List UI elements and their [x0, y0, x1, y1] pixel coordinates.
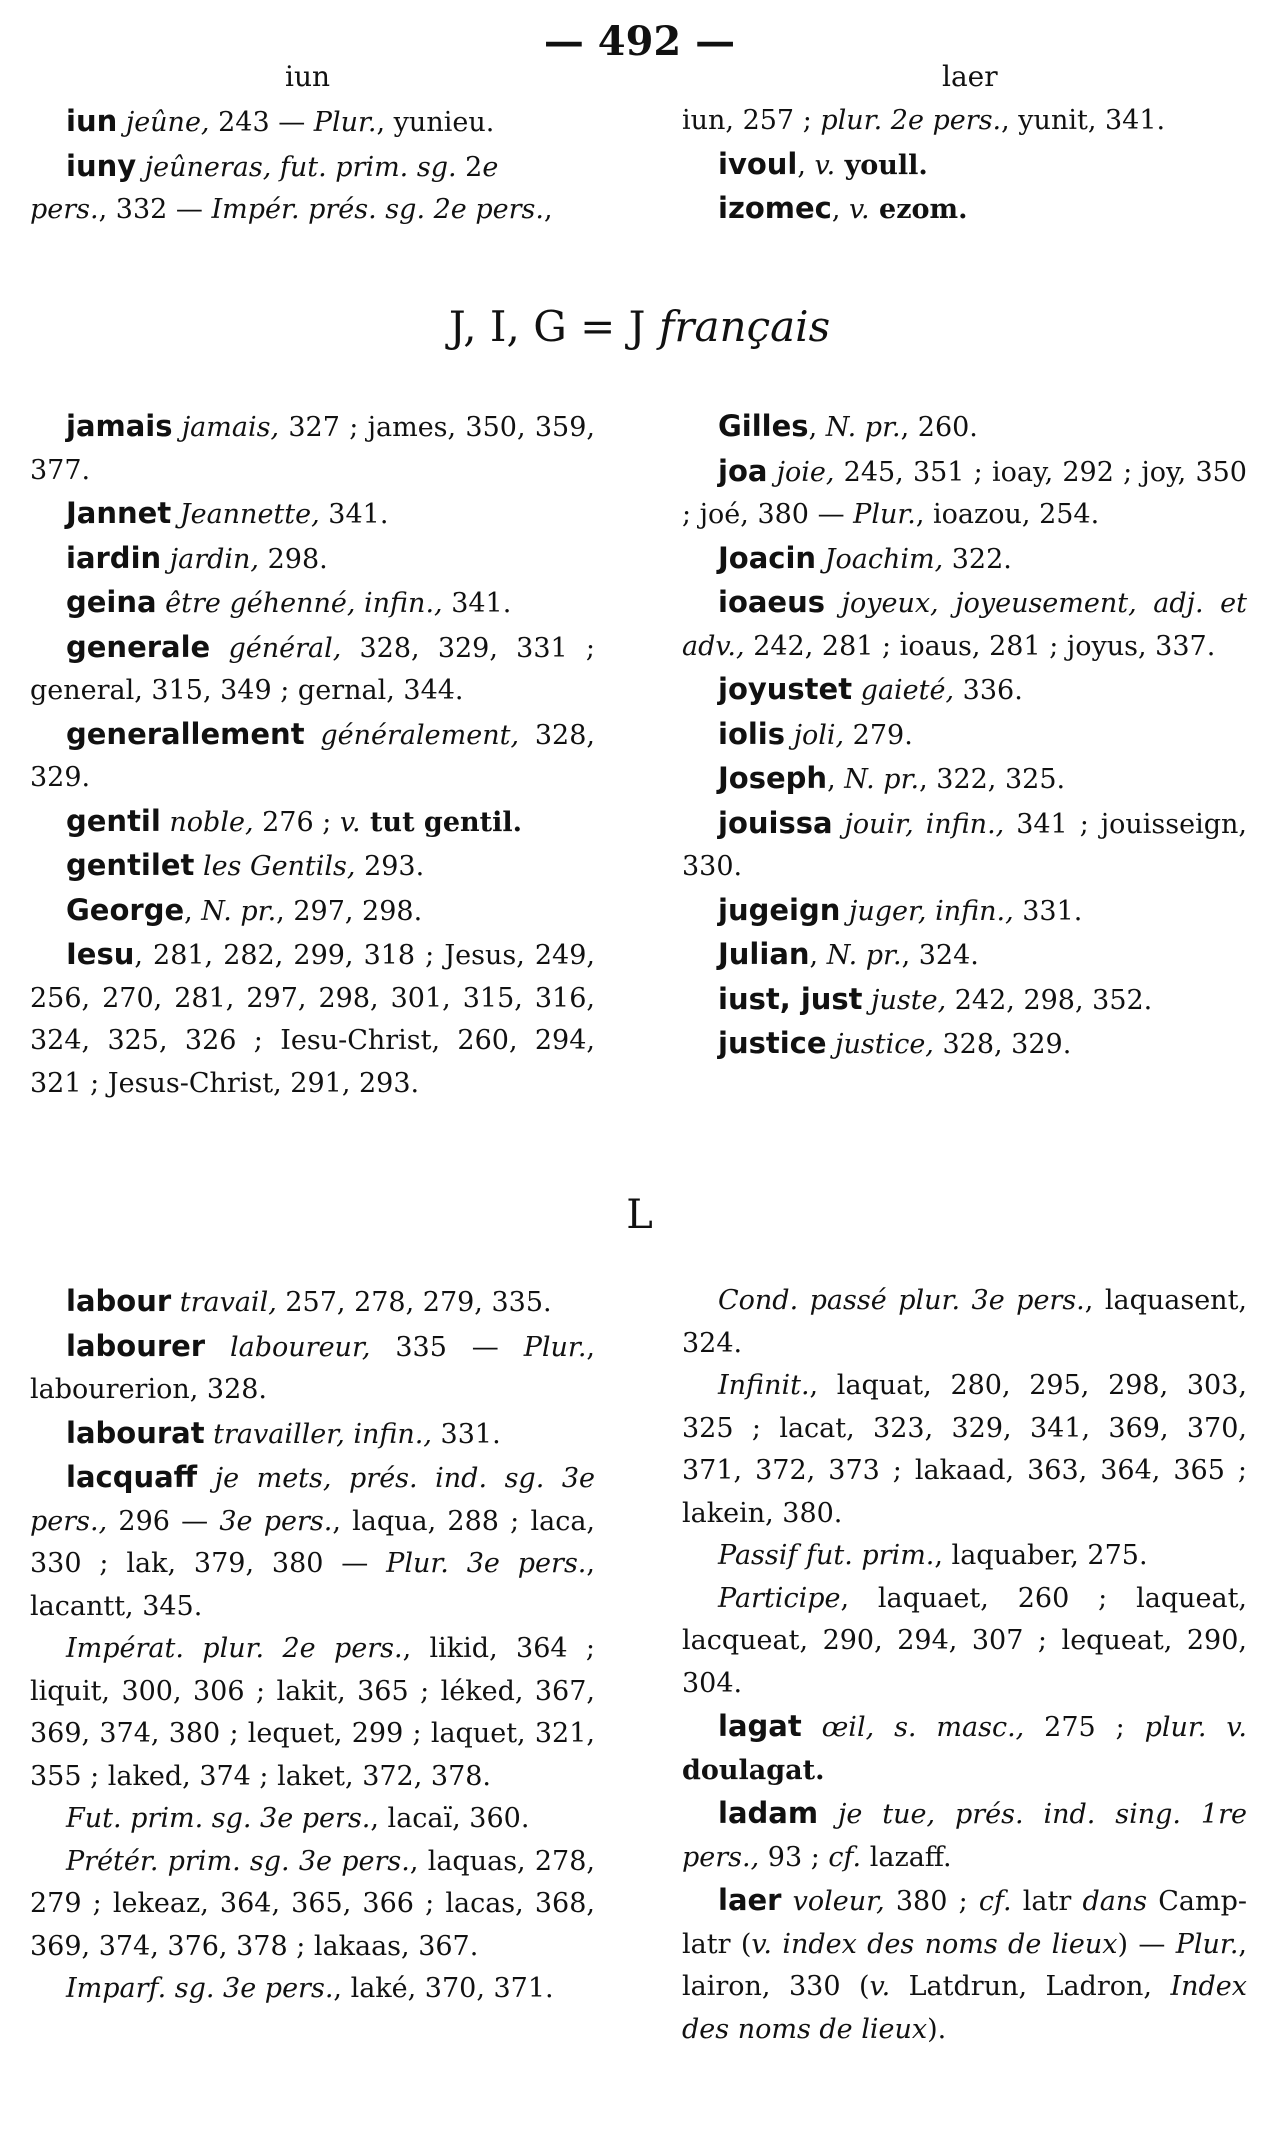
- running-head-left: iun: [285, 60, 331, 93]
- entry-headword: ivoul: [718, 146, 798, 181]
- entry-text: 331.: [1022, 895, 1083, 927]
- running-head-right: laer: [942, 60, 998, 93]
- entry-text: Passif fut. prim.: [718, 1540, 935, 1571]
- entry-text: 380 ;: [895, 1886, 979, 1917]
- entry-text: 243 —: [218, 107, 314, 138]
- entry-text: juste,: [862, 984, 955, 1016]
- entry-text: Index des noms de lieux: [682, 1971, 1247, 2045]
- entry-text: 341 ; jouisseign, 330.: [682, 808, 1247, 882]
- entry-text: joie,: [767, 456, 844, 488]
- entry-text: , likid, 364 ; liquit, 300, 306 ; lakit, 365 ; léked, 367, 369, 374, 380 ; lequet, 299 ; laquet, 321, 355 ; laked, 374 ; laket, 372, 378.: [30, 1633, 595, 1792]
- index-entry: [30, 800, 595, 845]
- entry-text: Joachim,: [816, 543, 952, 575]
- entry-text: ,: [831, 194, 849, 225]
- entry-text: ) —: [1117, 1928, 1176, 1960]
- entry-text: travailler, infin.,: [204, 1418, 441, 1450]
- entry-headword: labourat: [66, 1415, 205, 1450]
- entry-text: , labourerion, 328.: [30, 1331, 595, 1405]
- top-right-column: [682, 100, 1247, 232]
- index-entry: [682, 1365, 1247, 1535]
- entry-text: je tue, prés. ind. sing. 1re pers.,: [682, 1799, 1247, 1873]
- entry-headword: Joseph: [718, 761, 828, 795]
- index-entry: [30, 492, 595, 537]
- j-right-column: [682, 405, 1247, 1067]
- entry-text: joli,: [785, 719, 853, 751]
- index-entry: [682, 802, 1247, 889]
- entry-text: pers.: [30, 194, 99, 225]
- entry-text: Imparf. sg. 3e pers.: [66, 1973, 334, 2004]
- entry-text: N. pr.: [825, 412, 901, 443]
- index-entry: [30, 1280, 595, 1325]
- index-entry: [682, 1705, 1247, 1792]
- index-entry: [682, 978, 1247, 1023]
- entry-headword: justice: [718, 1026, 827, 1060]
- index-entry: [682, 1792, 1247, 1879]
- entry-text: 331.: [440, 1418, 501, 1450]
- entry-text: N. pr.: [201, 895, 277, 927]
- entry-text: , 281, 282, 299, 318 ; Jesus, 249, 256, 270, 281, 297, 298, 301, 315, 316, 324, 325, 326 ; Iesu-Christ, 260, 294, 321 ; Jesus-Christ, 291, 293.: [30, 940, 595, 1099]
- entry-text: Plur. 3e pers.: [386, 1548, 587, 1579]
- entry-headword: laer: [718, 1883, 782, 1917]
- entry-text: tut gentil.: [360, 806, 523, 838]
- entry-text: ,: [543, 194, 553, 225]
- entry-text: 336.: [962, 675, 1023, 706]
- entry-headword: geina: [66, 585, 157, 619]
- index-entry: [682, 668, 1247, 713]
- entry-text: Plur.: [313, 107, 377, 138]
- index-entry: [682, 1280, 1247, 1365]
- entry-text: 293.: [364, 851, 425, 882]
- entry-text: 279.: [852, 719, 913, 751]
- entry-text: 296 —: [118, 1505, 220, 1537]
- entry-text: Prétér. prim. sg. 3e pers.: [66, 1845, 410, 1877]
- entry-text: ,: [808, 412, 826, 443]
- index-entry: [30, 889, 595, 934]
- entry-text: Camp-latr (: [682, 1886, 1248, 1960]
- entry-text: v.: [849, 194, 870, 225]
- entry-headword: joyustet: [718, 672, 853, 706]
- entry-text: je mets, prés. ind. sg. 3e pers.,: [30, 1463, 595, 1537]
- entry-text: 341.: [328, 499, 389, 530]
- entry-text: dans: [1082, 1886, 1148, 1917]
- entry-text: ,: [184, 895, 202, 927]
- entry-text: , laquat, 280, 295, 298, 303, 325 ; lacat, 323, 329, 341, 369, 370, 371, 372, 373 ; lakaad, 363, 364, 365 ; lakein, 380.: [682, 1370, 1247, 1529]
- index-entry: [30, 405, 595, 492]
- entry-text: , laqua, 288 ; laca, 330 ; lak, 379, 380 —: [30, 1505, 595, 1579]
- entry-text: ).: [927, 2013, 947, 2045]
- index-entry: [682, 450, 1247, 537]
- entry-text: ,: [797, 149, 815, 181]
- entry-headword: iolis: [718, 716, 786, 751]
- index-entry: [30, 626, 595, 713]
- index-entry: [682, 1022, 1247, 1067]
- index-entry: [682, 537, 1247, 582]
- l-left-column: [30, 1280, 595, 2011]
- entry-text: cf.: [978, 1886, 1012, 1917]
- j-left-column: [30, 405, 595, 1105]
- entry-text: 322.: [951, 543, 1012, 575]
- entry-text: , laquaet, 260 ; laqueat, lacqueat, 290, 294, 307 ; lequeat, 290, 304.: [682, 1582, 1247, 1699]
- entry-text: , laquasent, 324.: [682, 1285, 1248, 1359]
- entry-text: laboureur,: [205, 1331, 396, 1363]
- index-entry: [30, 1412, 595, 1457]
- entry-headword: Gilles: [718, 409, 809, 443]
- entry-headword: iardin: [66, 540, 162, 575]
- l-right-column: [682, 1280, 1247, 2051]
- entry-text: doulagat.: [682, 1754, 825, 1786]
- entry-headword: Jannet: [66, 496, 172, 530]
- index-entry: [682, 581, 1247, 668]
- entry-text: 327 ; james, 350, 359, 377.: [30, 412, 595, 486]
- entry-text: , 332 —: [98, 194, 212, 225]
- entry-text: 245, 351 ; ioay, 292 ; joy, 350 ; joé, 380 —: [682, 456, 1247, 530]
- index-entry: [30, 1456, 595, 1628]
- entry-text: les Gentils,: [194, 851, 365, 882]
- index-entry: [682, 187, 1247, 232]
- entry-text: e: [482, 151, 499, 183]
- index-entry: [682, 1879, 1247, 2051]
- entry-text: v.: [814, 149, 836, 181]
- index-entry: [30, 145, 595, 190]
- entry-text: jeûne,: [117, 107, 219, 138]
- section-heading-l: L: [626, 1192, 653, 1238]
- index-entry: [682, 1535, 1247, 1578]
- entry-text: lazaff.: [861, 1841, 952, 1873]
- entry-headword: lagat: [718, 1709, 802, 1743]
- entry-text: 2: [465, 151, 483, 183]
- entry-text: 276 ;: [262, 806, 340, 838]
- entry-text: , lacaï, 360.: [370, 1803, 530, 1834]
- entry-text: N. pr.: [826, 940, 902, 971]
- top-left-column: [30, 100, 595, 232]
- entry-text: 335 —: [395, 1331, 524, 1363]
- entry-text: , 297, 298.: [276, 895, 423, 927]
- entry-text: justice,: [826, 1029, 943, 1060]
- entry-text: noble,: [160, 806, 263, 838]
- index-entry: [682, 713, 1247, 758]
- entry-text: 328, 329.: [30, 719, 595, 793]
- entry-text: , lacantt, 345.: [30, 1548, 595, 1622]
- index-entry: [30, 1968, 595, 2011]
- entry-text: jamais,: [172, 412, 289, 443]
- entry-headword: joa: [718, 453, 768, 488]
- entry-text: généralement,: [304, 719, 535, 751]
- entry-headword: generallement: [66, 716, 305, 751]
- entry-text: , 322, 325.: [919, 764, 1066, 795]
- entry-headword: ladam: [718, 1796, 819, 1830]
- entry-headword: gentil: [66, 803, 161, 838]
- entry-text: v.: [339, 806, 361, 838]
- entry-text: ezom.: [869, 194, 968, 225]
- entry-text: v.: [869, 1971, 891, 2002]
- entry-text: 341.: [451, 588, 512, 619]
- entry-text: v. index des noms de lieux: [751, 1928, 1118, 1960]
- index-entry: [30, 844, 595, 889]
- entry-text: Cond. passé plur. 3e pers.: [718, 1285, 1085, 1316]
- entry-headword: Joacin: [718, 540, 817, 575]
- entry-text: Infinit.: [718, 1370, 810, 1401]
- entry-text: ,: [827, 764, 845, 795]
- entry-text: plur. v.: [1144, 1712, 1247, 1743]
- entry-text: 275 ;: [1044, 1712, 1145, 1743]
- entry-headword: jugeign: [718, 892, 841, 927]
- entry-text: , laquas, 278, 279 ; lekeaz, 364, 365, 366 ; lacas, 368, 369, 374, 376, 378 ; lakaas, 367.: [30, 1845, 595, 1962]
- entry-text: Plur.: [523, 1331, 587, 1363]
- entry-headword: ioaeus: [718, 585, 826, 619]
- index-entry: [30, 1841, 595, 1969]
- entry-text: 93 ;: [767, 1841, 829, 1873]
- entry-text: 242, 281 ; ioaus, 281 ; joyus, 337.: [753, 630, 1216, 662]
- entry-headword: generale: [66, 629, 211, 664]
- entry-text: 328, 329.: [942, 1029, 1072, 1060]
- index-entry: [682, 757, 1247, 802]
- entry-text: Impér. prés. sg. 2e pers.: [211, 194, 544, 225]
- index-entry: [30, 189, 595, 232]
- entry-text: 328, 329, 331 ; general, 315, 349 ; gernal, 344.: [30, 632, 595, 706]
- entry-text: plur. 2e pers.: [820, 105, 1002, 136]
- entry-text: N. pr.: [844, 764, 920, 795]
- entry-text: joyeux, joyeusement, adj. et adv.,: [682, 588, 1247, 662]
- entry-headword: izomec: [718, 191, 832, 225]
- entry-text: 3e pers.: [219, 1505, 333, 1537]
- entry-text: Fut. prim. sg. 3e pers.: [66, 1803, 371, 1834]
- index-entry: [30, 933, 595, 1105]
- entry-text: youll.: [835, 149, 928, 181]
- entry-text: cf.: [828, 1841, 862, 1873]
- entry-text: Plur.: [1175, 1928, 1239, 1960]
- entry-text: Impérat. plur. 2e pers.: [66, 1633, 403, 1664]
- entry-text: , yunieu.: [376, 107, 495, 138]
- entry-text: jardin,: [161, 543, 268, 575]
- entry-text: juger, infin.,: [840, 895, 1023, 927]
- entry-text: être géhenné, infin.,: [156, 588, 452, 619]
- entry-text: , laquaber, 275.: [934, 1540, 1148, 1571]
- entry-text: 298.: [267, 543, 328, 575]
- entry-text: général,: [210, 632, 360, 664]
- entry-text: voleur,: [781, 1886, 896, 1917]
- entry-headword: jouissa: [718, 805, 833, 840]
- index-entry: [30, 537, 595, 582]
- entry-text: , ioazou, 254.: [915, 499, 1100, 530]
- index-entry: [30, 581, 595, 626]
- entry-text: iun, 257 ;: [682, 105, 821, 136]
- section-heading-j: [0, 302, 1279, 351]
- entry-text: jeûneras, fut. prim. sg.: [136, 151, 466, 183]
- entry-text: œil, s. masc.,: [801, 1712, 1045, 1743]
- entry-text: gaieté,: [852, 675, 963, 706]
- entry-text: latr: [1011, 1886, 1083, 1917]
- index-entry: [30, 100, 595, 145]
- entry-text: Participe: [718, 1582, 841, 1614]
- entry-text: jouir, infin.,: [832, 808, 1017, 840]
- index-entry: [682, 1578, 1247, 1706]
- entry-text: Plur.: [853, 499, 916, 530]
- entry-text: Jeannette,: [171, 499, 329, 530]
- entry-headword: lacquaff: [66, 1460, 198, 1494]
- index-entry: [682, 100, 1247, 143]
- entry-text: , yunit, 341.: [1001, 105, 1166, 136]
- entry-text: , 260.: [900, 412, 978, 443]
- entry-text: Latdrun, Ladron,: [890, 1971, 1171, 2002]
- entry-headword: Julian: [718, 937, 810, 971]
- entry-headword: Iesu: [66, 937, 135, 971]
- index-entry: [30, 1325, 595, 1412]
- page-number: — 492 —: [543, 18, 736, 65]
- entry-text: , 324.: [901, 940, 979, 971]
- entry-headword: iun: [66, 104, 118, 138]
- index-entry: [30, 1798, 595, 1841]
- index-entry: [682, 889, 1247, 934]
- section-j-main: J, I, G = J: [448, 302, 659, 351]
- entry-headword: iust, just: [718, 981, 863, 1016]
- entry-headword: jamais: [66, 409, 173, 443]
- section-j-italic: français: [658, 302, 831, 351]
- entry-text: ,: [809, 940, 827, 971]
- entry-headword: George: [66, 892, 185, 927]
- entry-headword: gentilet: [66, 848, 195, 882]
- entry-text: , lairon, 330 (: [682, 1928, 1247, 2002]
- index-entry: [682, 933, 1247, 978]
- entry-text: 257, 278, 279, 335.: [285, 1287, 552, 1318]
- entry-text: travail,: [171, 1287, 286, 1318]
- entry-headword: iuny: [66, 148, 137, 183]
- index-entry: [30, 713, 595, 800]
- entry-headword: labourer: [66, 1328, 206, 1363]
- index-entry: [30, 1628, 595, 1798]
- index-entry: [682, 405, 1247, 450]
- entry-text: , laké, 370, 371.: [333, 1973, 554, 2004]
- entry-text: 242, 298, 352.: [954, 984, 1153, 1016]
- index-entry: [682, 143, 1247, 188]
- entry-headword: labour: [66, 1284, 172, 1318]
